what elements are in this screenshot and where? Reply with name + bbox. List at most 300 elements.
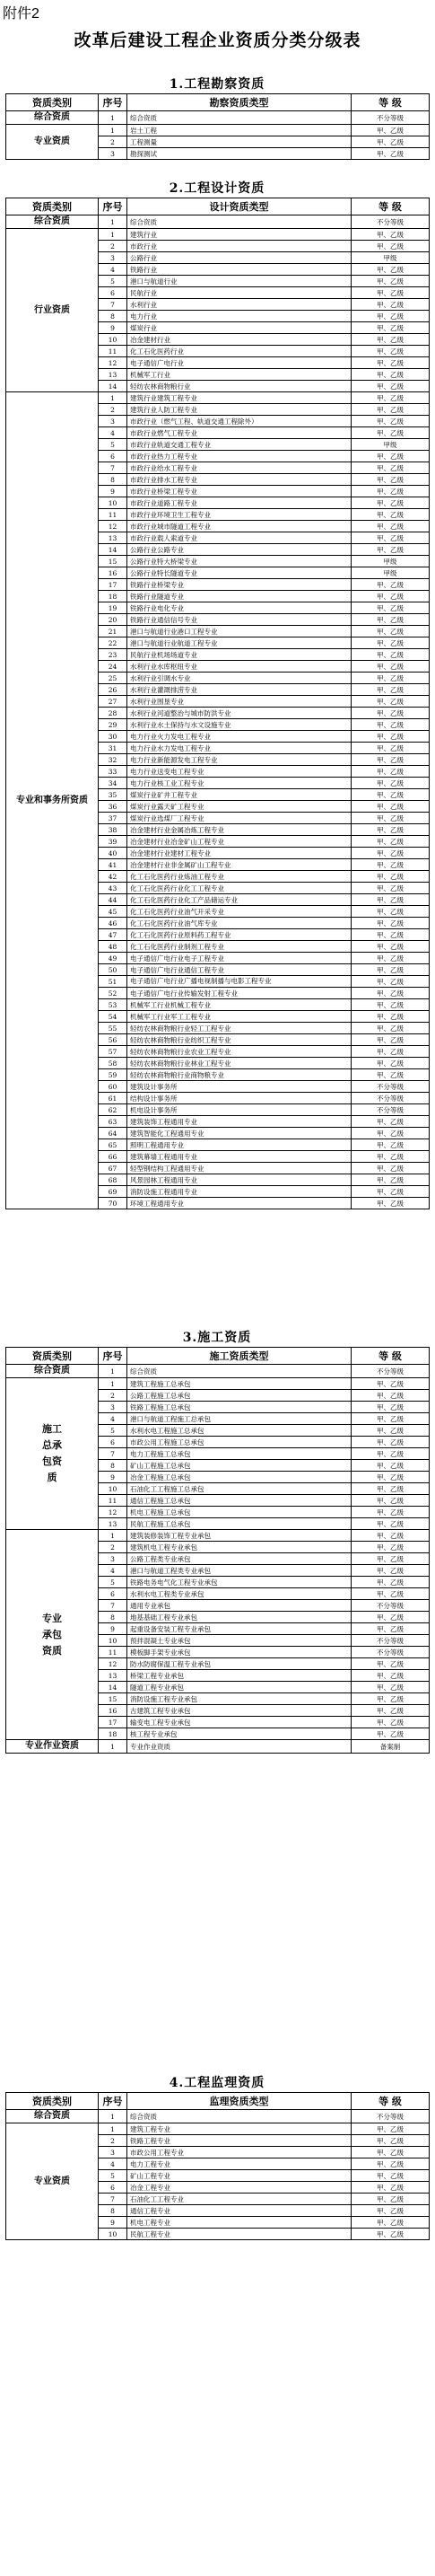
seq-cell: 15 [99,556,127,567]
level-cell: 甲、乙级 [352,602,430,614]
seq-cell: 22 [99,637,127,649]
type-cell: 市政行业道路工程专业 [127,497,352,509]
seq-cell: 11 [99,346,127,357]
seq-cell: 36 [99,801,127,813]
type-cell: 综合资质 [127,111,352,125]
seq-cell: 8 [99,1460,127,1472]
level-cell: 甲、乙级 [352,1186,430,1198]
level-cell: 甲、乙级 [352,964,430,976]
level-header: 等 级 [352,198,430,215]
level-cell: 甲、乙级 [352,848,430,859]
seq-cell: 3 [99,2147,127,2158]
seq-cell: 48 [99,941,127,953]
level-cell: 甲、乙级 [352,1390,430,1402]
type-cell: 化工石化医药行业化工产品储运专业 [127,894,352,906]
type-cell: 电力行业火力发电工程专业 [127,731,352,743]
type-cell: 铁路工程施工总承包 [127,1402,352,1413]
level-cell: 甲、乙级 [352,1128,430,1139]
type-cell: 电子通信广电行业 [127,357,352,369]
seq-cell: 8 [99,1612,127,1623]
level-cell: 甲、乙级 [352,1425,430,1437]
type-cell: 冶金建材行业冶金矿山工程专业 [127,836,352,848]
seq-cell: 35 [99,789,127,801]
seq-cell: 59 [99,1069,127,1081]
level-cell: 甲、乙级 [352,684,430,696]
seq-cell: 9 [99,486,127,497]
seq-cell: 50 [99,964,127,976]
level-cell: 甲、乙级 [352,2229,430,2240]
type-cell: 隧道工程专业承包 [127,1682,352,1693]
type-cell: 建筑行业人防工程专业 [127,404,352,416]
type-cell: 公路行业特大桥梁专业 [127,556,352,567]
seq-cell: 23 [99,649,127,661]
level-cell: 甲、乙级 [352,509,430,521]
level-cell: 甲、乙级 [352,1139,430,1151]
level-cell: 甲、乙级 [352,427,430,439]
seq-cell: 1 [99,125,127,136]
level-cell: 备案制 [352,1740,430,1754]
seq-cell: 49 [99,953,127,964]
qualification-table [5,93,430,160]
category-cell: 专业资质 [6,2123,99,2240]
type-cell: 建筑工程专业 [127,2123,352,2135]
seq-cell: 8 [99,474,127,486]
level-cell: 甲、乙级 [352,474,430,486]
type-cell: 铁路行业通信信号专业 [127,614,352,626]
level-cell: 甲级 [352,252,430,264]
level-cell: 甲、乙级 [352,1011,430,1023]
seq-cell: 19 [99,602,127,614]
type-cell: 煤炭行业矿井工程专业 [127,789,352,801]
seq-cell: 4 [99,427,127,439]
level-cell: 不分等级 [352,1635,430,1647]
level-cell: 甲、乙级 [352,789,430,801]
level-cell: 甲、乙级 [352,451,430,462]
type-header: 监理资质类型 [127,2093,352,2110]
table-row [6,2110,430,2123]
level-cell: 甲、乙级 [352,953,430,964]
type-cell: 通信工程施工总承包 [127,1495,352,1507]
level-cell: 甲、乙级 [352,1682,430,1693]
seq-cell: 39 [99,836,127,848]
type-cell: 水利行业灌溉排涝专业 [127,684,352,696]
category-cell: 施工总承包资质 [6,1378,99,1530]
seq-cell: 41 [99,859,127,871]
seq-cell: 25 [99,673,127,684]
type-cell: 通信工程专业 [127,2205,352,2217]
seq-cell: 7 [99,1600,127,1612]
level-cell: 甲、乙级 [352,2147,430,2158]
table-row [6,125,430,136]
level-cell: 甲、乙级 [352,708,430,719]
seq-cell: 1 [99,2110,127,2123]
level-cell: 甲、乙级 [352,1542,430,1553]
seq-cell: 66 [99,1151,127,1163]
type-cell: 电子通信广电行业通信工程专业 [127,964,352,976]
type-header: 设计资质类型 [127,198,352,215]
seq-cell: 7 [99,299,127,311]
seq-cell: 54 [99,1011,127,1023]
type-cell: 市政行业城市隧道工程专业 [127,521,352,532]
level-cell: 甲、乙级 [352,766,430,778]
level-cell: 甲、乙级 [352,404,430,416]
qualification-table [5,1347,430,1754]
seq-cell: 53 [99,999,127,1011]
level-cell: 甲级 [352,556,430,567]
seq-cell: 24 [99,661,127,673]
seq-cell: 2 [99,241,127,252]
seq-cell: 40 [99,848,127,859]
seq-cell: 12 [99,357,127,369]
type-cell: 地基基础工程专业承包 [127,1612,352,1623]
type-cell: 化工石化医药行业油气开采专业 [127,906,352,918]
type-cell: 化工石化医药行业油气库专业 [127,918,352,929]
level-cell: 甲、乙级 [352,1402,430,1413]
level-cell: 甲、乙级 [352,1046,430,1058]
seq-cell: 10 [99,334,127,346]
seq-cell: 21 [99,626,127,637]
level-cell: 甲、乙级 [352,988,430,999]
table-row [6,392,430,404]
type-cell: 桥梁工程专业承包 [127,1670,352,1682]
category-header: 资质类别 [6,94,99,111]
type-cell: 铁路工程专业 [127,2135,352,2147]
level-cell: 甲、乙级 [352,1705,430,1717]
seq-header: 序号 [99,94,127,111]
category-header: 资质类别 [6,2093,99,2110]
type-cell: 工程测量 [127,136,352,148]
seq-cell: 14 [99,1682,127,1693]
type-cell: 环境工程通用专业 [127,1198,352,1209]
seq-cell: 3 [99,252,127,264]
level-cell: 不分等级 [352,1600,430,1612]
type-cell: 输变电工程专业承包 [127,1717,352,1728]
document-title: 改革后建设工程企业资质分类分级表 [74,31,361,50]
seq-cell: 4 [99,2158,127,2170]
level-cell: 不分等级 [352,1081,430,1093]
type-cell: 电力行业送变电工程专业 [127,766,352,778]
level-cell: 甲、乙级 [352,2170,430,2182]
type-cell: 化工石化医药行业炼油工程专业 [127,871,352,883]
seq-cell: 5 [99,276,127,287]
level-cell: 甲、乙级 [352,1728,430,1740]
type-cell: 水利水电工程施工总承包 [127,1425,352,1437]
seq-cell: 33 [99,766,127,778]
seq-cell: 63 [99,1116,127,1128]
seq-cell: 16 [99,567,127,579]
seq-cell: 8 [99,311,127,322]
type-cell: 机械军工行业机械工程专业 [127,999,352,1011]
category-cell: 专业和事务所资质 [6,392,99,1209]
seq-cell: 44 [99,894,127,906]
seq-cell: 70 [99,1198,127,1209]
level-cell: 甲、乙级 [352,2205,430,2217]
type-cell: 消防设施工程专业承包 [127,1693,352,1705]
seq-cell: 58 [99,1058,127,1069]
type-cell: 公路行业特长隧道专业 [127,567,352,579]
type-header: 施工资质类型 [127,1348,352,1365]
type-cell: 石油化工工程施工总承包 [127,1483,352,1495]
type-cell: 电力行业水力发电工程专业 [127,743,352,754]
level-cell: 甲、乙级 [352,357,430,369]
category-cell: 综合资质 [6,2110,99,2123]
type-cell: 冶金建材行业非金属矿山工程专业 [127,859,352,871]
level-cell: 不分等级 [352,215,430,229]
seq-cell: 3 [99,148,127,160]
category-cell: 专业作业资质 [6,1740,99,1754]
seq-cell: 1 [99,215,127,229]
level-cell: 甲、乙级 [352,311,430,322]
type-cell: 电子通信广电行业广播电视制播与电影工程专业 [127,976,352,988]
type-cell: 风景园林工程通用专业 [127,1174,352,1186]
type-cell: 市政行业桥梁工程专业 [127,486,352,497]
section [5,180,429,1209]
seq-cell: 8 [99,2205,127,2217]
table-header-row [6,198,430,215]
seq-cell: 30 [99,731,127,743]
seq-cell: 4 [99,1413,127,1425]
qualification-table [5,2092,430,2240]
type-cell: 电力工程施工总承包 [127,1448,352,1460]
level-cell: 甲、乙级 [352,462,430,474]
seq-cell: 65 [99,1139,127,1151]
seq-cell: 13 [99,1518,127,1530]
level-cell: 甲、乙级 [352,2158,430,2170]
type-cell: 轻纺农林商物粮行业商物粮专业 [127,1069,352,1081]
type-cell: 化工石化医药行业化工工程专业 [127,883,352,894]
level-cell: 甲、乙级 [352,778,430,789]
qualification-table [5,198,430,1209]
type-cell: 港口与航道工程类专业承包 [127,1565,352,1577]
level-cell: 甲、乙级 [352,1670,430,1682]
type-cell: 建筑行业建筑工程专业 [127,392,352,404]
type-cell: 港口与航道行业航道工程专业 [127,637,352,649]
type-cell: 电力行业新能源发电工程专业 [127,754,352,766]
level-cell: 甲、乙级 [352,136,430,148]
level-header: 等 级 [352,94,430,111]
type-cell: 轻纺农林商物粮行业农业工程专业 [127,1046,352,1058]
seq-cell: 56 [99,1034,127,1046]
type-cell: 消防设施工程通用专业 [127,1186,352,1198]
seq-cell: 55 [99,1023,127,1034]
seq-cell: 11 [99,509,127,521]
seq-cell: 1 [99,1365,127,1378]
level-cell: 甲、乙级 [352,1693,430,1705]
type-cell: 化工石化医药行业制剂工程专业 [127,941,352,953]
type-cell: 核工程专业承包 [127,1728,352,1740]
level-cell: 甲、乙级 [352,264,430,276]
type-cell: 机电工程专业 [127,2217,352,2229]
type-cell: 市政行业给水工程专业 [127,462,352,474]
type-cell: 煤炭行业选煤厂工程专业 [127,813,352,824]
seq-cell: 5 [99,2170,127,2182]
type-cell: 建筑工程施工总承包 [127,1378,352,1390]
level-cell: 不分等级 [352,1365,430,1378]
level-cell: 甲、乙级 [352,1588,430,1600]
level-cell: 甲、乙级 [352,521,430,532]
type-cell: 市政行业载人索道专业 [127,532,352,544]
level-cell: 甲、乙级 [352,1495,430,1507]
seq-cell: 37 [99,813,127,824]
level-cell: 甲、乙级 [352,381,430,392]
level-cell: 甲、乙级 [352,125,430,136]
seq-cell: 16 [99,1705,127,1717]
level-cell: 甲、乙级 [352,859,430,871]
section [5,75,429,160]
type-cell: 市政行业热力工程专业 [127,451,352,462]
level-cell: 甲、乙级 [352,1460,430,1472]
type-cell: 电力工程专业 [127,2158,352,2170]
type-cell: 市政行业（燃气工程、轨道交通工程除外） [127,416,352,427]
level-cell: 甲、乙级 [352,1483,430,1495]
seq-cell: 1 [99,392,127,404]
type-cell: 石油化工工程专业 [127,2194,352,2205]
section-title: 4.工程监理资质 [169,2076,265,2090]
seq-cell: 11 [99,1647,127,1658]
seq-cell: 9 [99,2217,127,2229]
type-cell: 煤炭行业露天矿工程专业 [127,801,352,813]
seq-cell: 42 [99,871,127,883]
type-cell: 冶金建材行业金属冶炼工程专业 [127,824,352,836]
seq-cell: 26 [99,684,127,696]
level-cell: 甲、乙级 [352,322,430,334]
seq-cell: 13 [99,1670,127,1682]
level-cell: 甲、乙级 [352,918,430,929]
type-cell: 矿山工程施工总承包 [127,1460,352,1472]
table-row [6,1365,430,1378]
type-cell: 轻纺农林商物粮行业轻工工程专业 [127,1023,352,1034]
seq-cell: 7 [99,462,127,474]
level-cell: 甲、乙级 [352,2123,430,2135]
seq-cell: 31 [99,743,127,754]
type-cell: 铁路行业 [127,264,352,276]
level-cell: 甲、乙级 [352,241,430,252]
category-cell: 综合资质 [6,1365,99,1378]
type-cell: 建筑装修装饰工程专业承包 [127,1530,352,1542]
type-cell: 化工石化医药行业 [127,346,352,357]
type-cell: 冶金工程专业 [127,2182,352,2194]
type-cell: 轻纺农林商物粮行业纺织工程专业 [127,1034,352,1046]
level-cell: 甲、乙级 [352,2217,430,2229]
level-cell: 甲级 [352,567,430,579]
level-cell: 甲、乙级 [352,871,430,883]
type-cell: 模板脚手架专业承包 [127,1647,352,1658]
level-header: 等 级 [352,2093,430,2110]
table-row [6,215,430,229]
type-cell: 古建筑工程专业承包 [127,1705,352,1717]
level-cell: 甲、乙级 [352,883,430,894]
level-cell: 甲、乙级 [352,1448,430,1460]
seq-cell: 61 [99,1093,127,1104]
level-cell: 甲、乙级 [352,976,430,988]
type-cell: 机械军工行业 [127,369,352,381]
level-cell: 甲、乙级 [352,661,430,673]
level-header: 等 级 [352,1348,430,1365]
type-cell: 民航行业 [127,287,352,299]
seq-cell: 4 [99,264,127,276]
level-cell: 甲、乙级 [352,334,430,346]
level-cell: 甲、乙级 [352,719,430,731]
seq-cell: 18 [99,591,127,602]
level-cell: 甲、乙级 [352,299,430,311]
table-row [6,1740,430,1754]
level-cell: 甲、乙级 [352,614,430,626]
type-cell: 民航工程施工总承包 [127,1518,352,1530]
level-cell: 甲、乙级 [352,148,430,160]
level-cell: 甲、乙级 [352,1530,430,1542]
category-header: 资质类别 [6,1348,99,1365]
level-cell: 甲、乙级 [352,1413,430,1425]
seq-cell: 45 [99,906,127,918]
type-cell: 专业作业资质 [127,1740,352,1754]
level-cell: 甲、乙级 [352,1378,430,1390]
level-cell: 甲、乙级 [352,369,430,381]
type-cell: 轻纺农林商物粮行业林业工程专业 [127,1058,352,1069]
level-cell: 甲、乙级 [352,754,430,766]
seq-cell: 60 [99,1081,127,1093]
seq-header: 序号 [99,1348,127,1365]
level-cell: 甲、乙级 [352,1612,430,1623]
type-cell: 轻纺农林商物粮行业 [127,381,352,392]
seq-cell: 10 [99,1483,127,1495]
seq-cell: 9 [99,322,127,334]
seq-cell: 6 [99,1437,127,1448]
level-cell: 甲、乙级 [352,2135,430,2147]
section-title: 1.工程勘察资质 [169,77,265,92]
type-cell: 化工石化医药行业原料药工程专业 [127,929,352,941]
level-cell: 甲、乙级 [352,813,430,824]
type-cell: 机电工程施工总承包 [127,1507,352,1518]
level-cell: 甲、乙级 [352,1717,430,1728]
level-cell: 甲、乙级 [352,906,430,918]
seq-cell: 32 [99,754,127,766]
type-cell: 市政行业 [127,241,352,252]
seq-cell: 4 [99,1565,127,1577]
seq-cell: 46 [99,918,127,929]
seq-cell: 68 [99,1174,127,1186]
level-cell: 甲、乙级 [352,1553,430,1565]
category-cell: 行业资质 [6,229,99,392]
type-cell: 铁路行业电化专业 [127,602,352,614]
seq-cell: 1 [99,1530,127,1542]
type-cell: 市政行业轨道交通工程专业 [127,439,352,451]
category-cell: 综合资质 [6,215,99,229]
level-cell: 不分等级 [352,111,430,125]
seq-cell: 10 [99,2229,127,2240]
type-cell: 铁路电务电气化工程专业承包 [127,1577,352,1588]
section [5,2074,429,2240]
seq-cell: 17 [99,1717,127,1728]
type-cell: 冶金建材行业建材工程专业 [127,848,352,859]
seq-cell: 14 [99,544,127,556]
type-cell: 铁路行业桥梁专业 [127,579,352,591]
attachment-label: 附件2 [3,6,39,22]
level-cell: 甲、乙级 [352,544,430,556]
seq-cell: 9 [99,1623,127,1635]
seq-cell: 18 [99,1728,127,1740]
level-cell: 甲、乙级 [352,673,430,684]
type-cell: 机电设计事务所 [127,1104,352,1116]
type-cell: 水利行业 [127,299,352,311]
level-cell: 甲、乙级 [352,941,430,953]
level-cell: 甲、乙级 [352,637,430,649]
level-cell: 甲、乙级 [352,1577,430,1588]
level-cell: 甲、乙级 [352,276,430,287]
level-cell: 甲级 [352,439,430,451]
seq-cell: 28 [99,708,127,719]
level-cell: 甲、乙级 [352,801,430,813]
seq-cell: 17 [99,579,127,591]
